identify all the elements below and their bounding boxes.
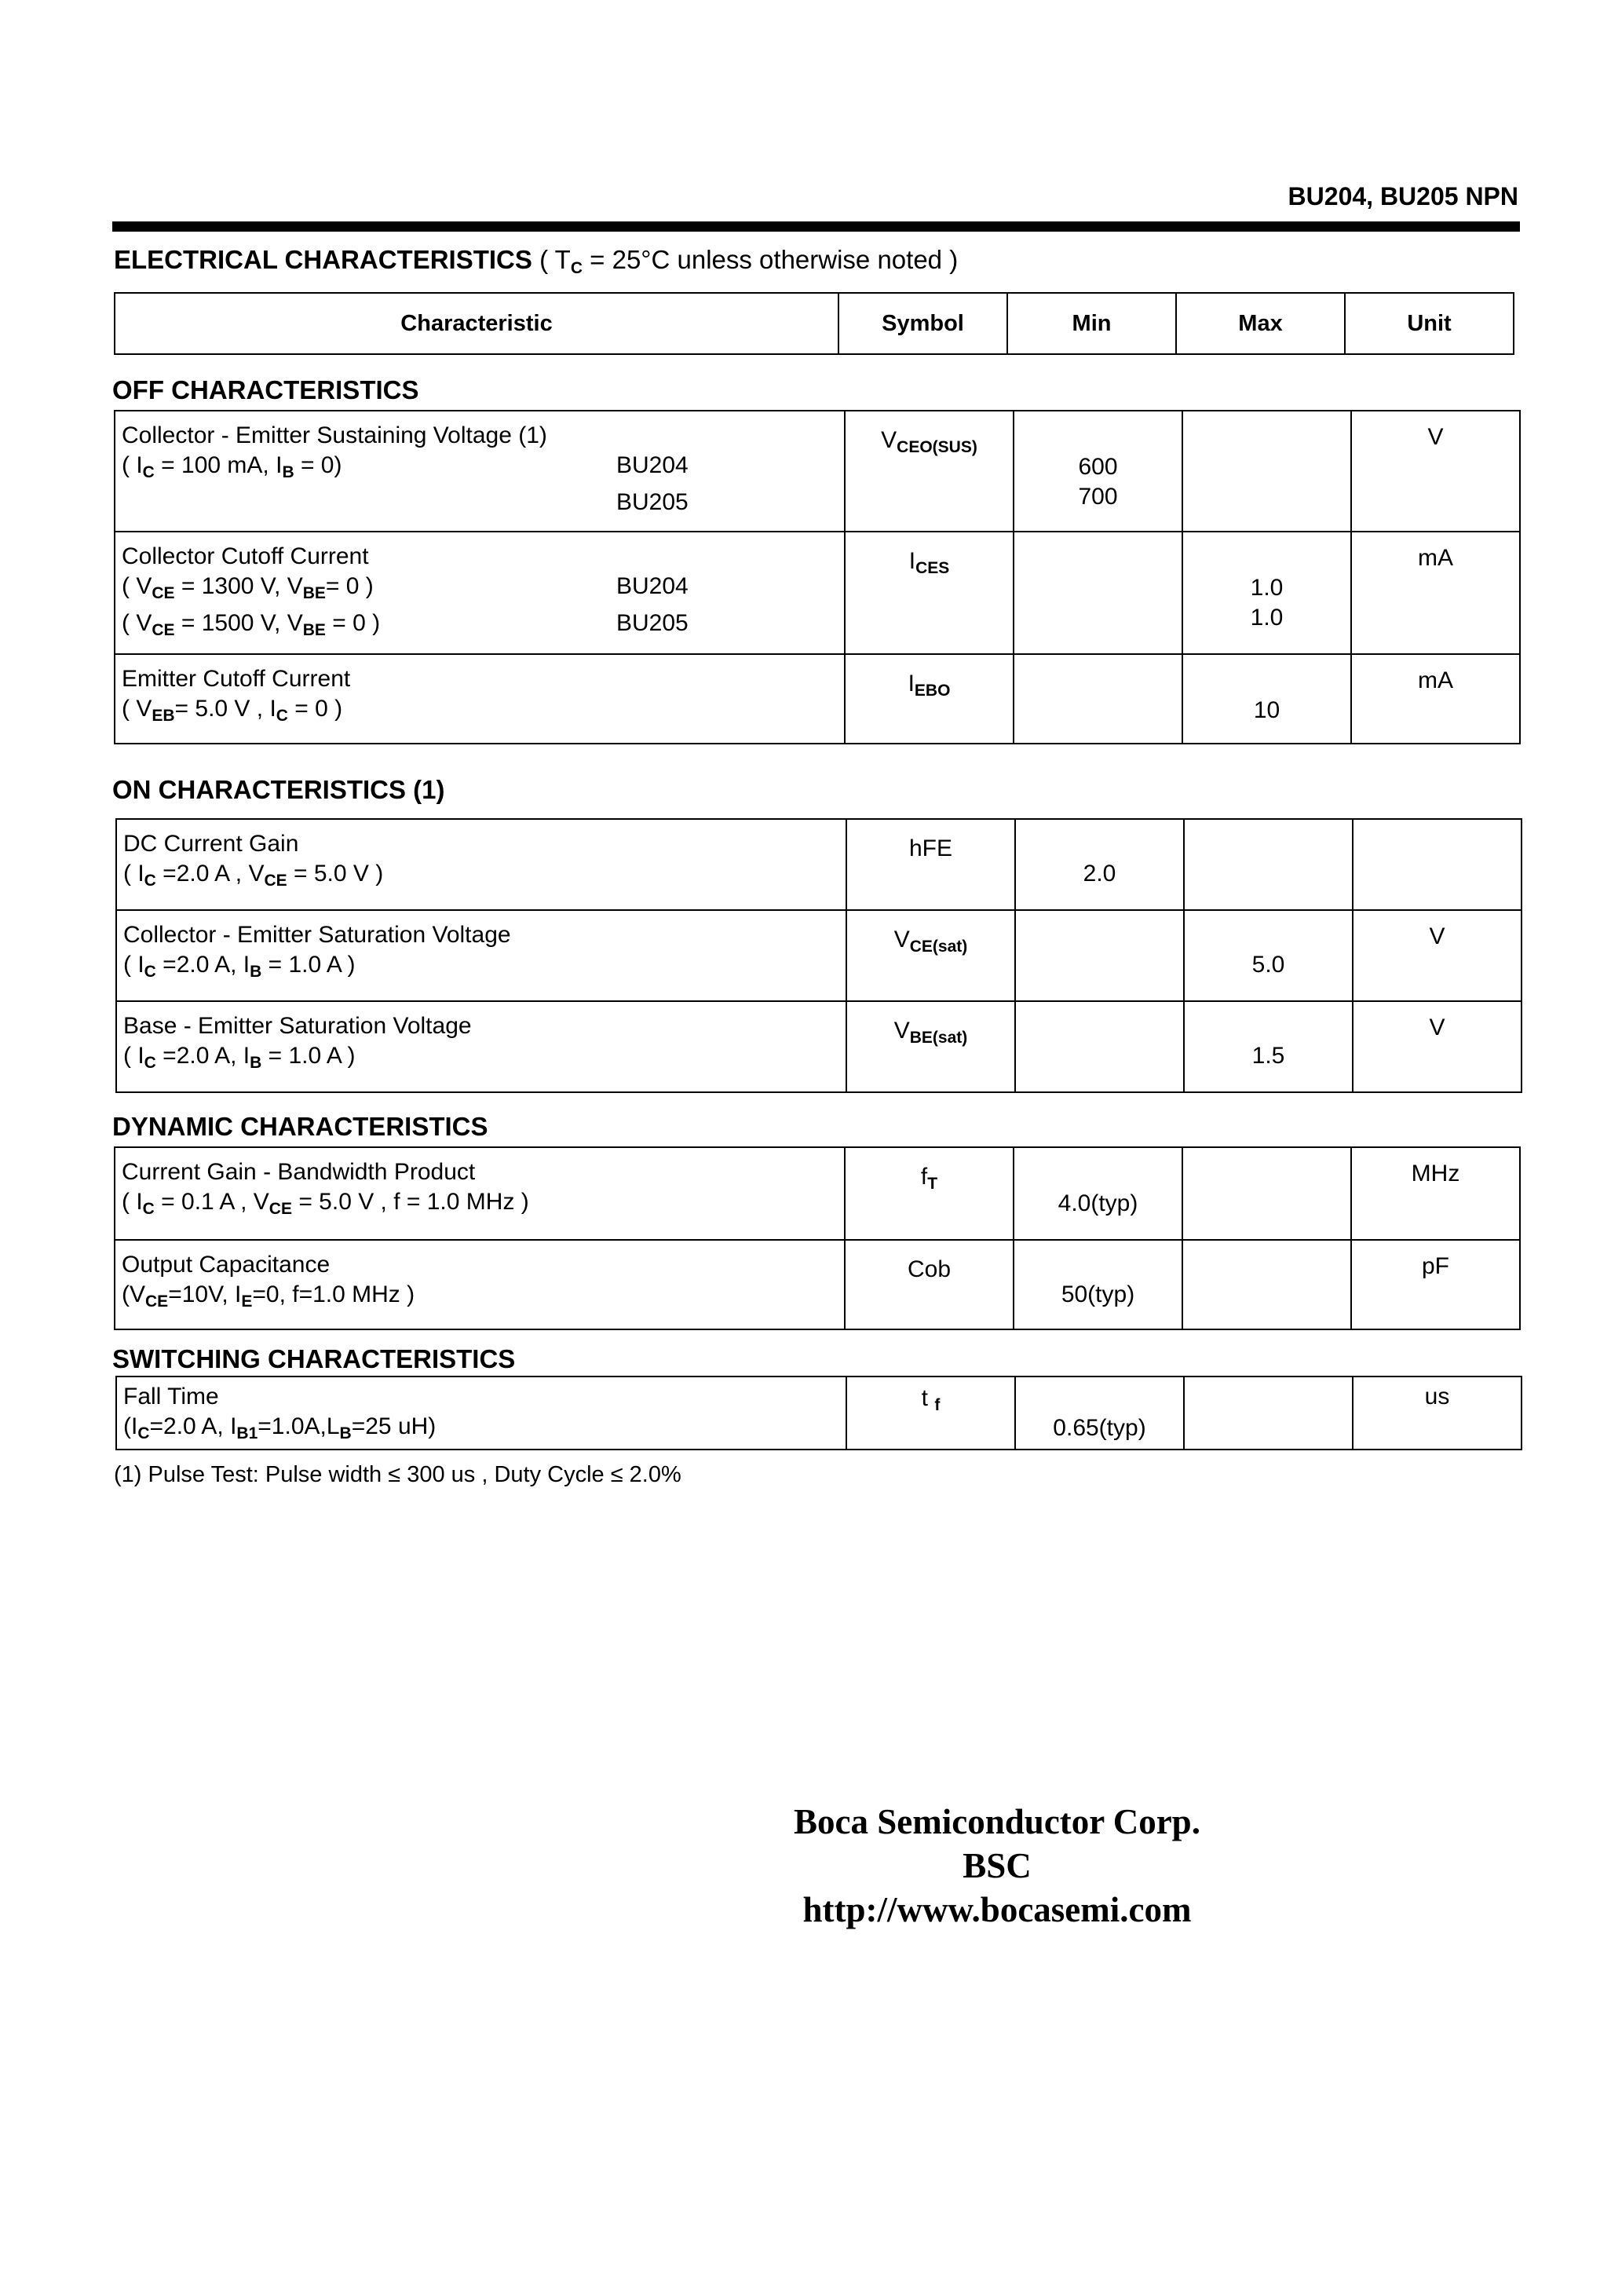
vceo-characteristic — [115, 411, 845, 532]
col-max: Max — [1176, 293, 1345, 354]
vbesat-min — [1015, 1001, 1184, 1092]
cob-unit: pF — [1351, 1240, 1520, 1329]
ft-name: Current Gain - Bandwidth Product — [122, 1159, 476, 1185]
footnote: (1) Pulse Test: Pulse width ≤ 300 us , Duty Cycle ≤ 2.0% — [114, 1462, 681, 1487]
vceo-symbol — [845, 411, 1014, 532]
vceo-min2: 700 — [1078, 484, 1118, 510]
ft-symbol-main: f — [920, 1164, 928, 1190]
vceo-symbol-main: V — [881, 427, 897, 453]
vcesat-characteristic — [116, 910, 846, 1001]
vceo-min — [1014, 411, 1182, 532]
company-footer — [730, 1800, 1264, 1932]
header-rule — [112, 221, 1520, 232]
table-row — [116, 819, 1522, 910]
dynamic-table — [114, 1146, 1521, 1330]
ices-characteristic — [115, 532, 845, 654]
table-row — [115, 532, 1520, 654]
company-url[interactable]: http://www.bocasemi.com — [802, 1890, 1192, 1929]
ices-unit: mA — [1351, 532, 1520, 654]
section-off: OFF CHARACTERISTICS — [112, 375, 419, 404]
title-condition-rest: = 25°C unless otherwise noted ) — [582, 245, 959, 274]
ices-cond2: ( $V_{CE} = 1500$ V, $V_{BE} = 0$ ) BU205 — [122, 610, 689, 639]
vcesat-min — [1015, 910, 1184, 1001]
ft-symbol-sub: T — [927, 1175, 938, 1193]
ices-symbol-main: I — [908, 548, 916, 574]
vcesat-cond: ( $I_C =2.0$ A, $I_B = 1.0$ A ) — [123, 952, 356, 981]
ices-dev1: BU204 — [616, 573, 689, 599]
vcesat-max: 5.0 — [1184, 910, 1353, 1001]
iebo-unit: mA — [1351, 654, 1520, 744]
ices-symbol-sub: CES — [915, 559, 950, 577]
ices-dev2: BU205 — [616, 610, 689, 636]
hfe-name: DC Current Gain — [123, 831, 299, 857]
vceo-name: Collector - Emitter Sustaining Voltage (1) — [122, 422, 547, 448]
vcesat-name: Collector - Emitter Saturation Voltage — [123, 922, 511, 948]
vbesat-cond: ( $I_C =2.0$ A, $I_B = 1.0$ A ) — [123, 1043, 356, 1072]
tf-max — [1184, 1377, 1353, 1450]
col-symbol: Symbol — [838, 293, 1007, 354]
section-on: ON CHARACTERISTICS (1) — [112, 775, 445, 804]
cob-name: Output Capacitance — [122, 1252, 331, 1278]
table-row — [116, 1377, 1522, 1450]
vceo-dev1: BU204 — [616, 452, 689, 478]
iebo-cond: ( $V_{EB}= 5.0$ V , $I_C = 0$ ) — [122, 696, 343, 725]
col-unit: Unit — [1345, 293, 1514, 354]
iebo-characteristic — [115, 654, 845, 744]
hfe-unit — [1353, 819, 1522, 910]
title-condition-sub: C — [570, 259, 583, 277]
ft-min: 4.0(typ) — [1014, 1147, 1182, 1240]
vceo-cond: ( $I_C = 100$ mA, $I_B = 0$) BU204 — [122, 452, 689, 481]
vbesat-symbol — [846, 1001, 1015, 1092]
vceo-max — [1182, 411, 1351, 532]
ft-cond: ( $I_C = 0.1$ A , $V_{CE} = 5.0$ V , f = 1.0 MHz ) — [122, 1189, 529, 1218]
hfe-cond: ( $I_C =2.0$ A , $V_{CE} = 5.0$ V ) — [123, 861, 384, 890]
vbesat-characteristic — [116, 1001, 846, 1092]
page-title — [114, 245, 958, 278]
tf-min: 0.65(typ) — [1015, 1377, 1184, 1450]
tf-symbol-main: t — [921, 1385, 928, 1411]
company-abbr: BSC — [963, 1846, 1032, 1885]
ices-max2: 1.0 — [1250, 605, 1284, 631]
title-label: ELECTRICAL CHARACTERISTICS — [114, 245, 532, 274]
ft-max — [1182, 1147, 1351, 1240]
hfe-max — [1184, 819, 1353, 910]
ices-max — [1182, 532, 1351, 654]
iebo-min — [1014, 654, 1182, 744]
table-row — [115, 1147, 1520, 1240]
tf-symbol — [846, 1377, 1015, 1450]
cob-cond: ($V_{CE}=10V$, $I_E=0$, f=1.0 MHz ) — [122, 1281, 415, 1311]
vbesat-unit: V — [1353, 1001, 1522, 1092]
vcesat-symbol-sub: CE(sat) — [909, 938, 968, 956]
iebo-symbol-sub: EBO — [914, 682, 951, 700]
table-row — [115, 654, 1520, 744]
table-row — [115, 1240, 1520, 1329]
iebo-max: 10 — [1182, 654, 1351, 744]
ices-max1: 1.0 — [1250, 575, 1284, 601]
iebo-symbol — [845, 654, 1014, 744]
ices-min — [1014, 532, 1182, 654]
vcesat-symbol — [846, 910, 1015, 1001]
ft-unit: MHz — [1351, 1147, 1520, 1240]
vcesat-symbol-main: V — [893, 927, 910, 952]
table-row — [116, 910, 1522, 1001]
vcesat-unit: V — [1353, 910, 1522, 1001]
part-number-header: BU204, BU205 NPN — [1288, 182, 1518, 210]
vbesat-max: 1.5 — [1184, 1001, 1353, 1092]
cob-characteristic — [115, 1240, 845, 1329]
column-header-table — [114, 292, 1514, 355]
ft-symbol — [845, 1147, 1014, 1240]
hfe-characteristic — [116, 819, 846, 910]
iebo-name: Emitter Cutoff Current — [122, 666, 351, 692]
col-characteristic: Characteristic — [115, 293, 838, 354]
vbesat-symbol-main: V — [893, 1018, 910, 1044]
vbesat-name: Base - Emitter Saturation Voltage — [123, 1013, 472, 1039]
cob-max — [1182, 1240, 1351, 1329]
section-dynamic: DYNAMIC CHARACTERISTICS — [112, 1112, 488, 1141]
switching-table — [115, 1376, 1522, 1450]
on-table — [115, 818, 1522, 1093]
vbesat-symbol-sub: BE(sat) — [909, 1029, 968, 1047]
off-table — [114, 410, 1521, 744]
hfe-min: 2.0 — [1015, 819, 1184, 910]
vceo-unit: V — [1351, 411, 1520, 532]
vceo-min1: 600 — [1078, 454, 1118, 480]
ices-name: Collector Cutoff Current — [122, 543, 369, 569]
vceo-symbol-sub: CEO(SUS) — [897, 438, 977, 456]
table-row — [116, 1001, 1522, 1092]
tf-symbol-sub: f — [934, 1396, 941, 1414]
col-min: Min — [1007, 293, 1176, 354]
company-name: Boca Semiconductor Corp. — [794, 1802, 1200, 1841]
table-row — [115, 411, 1520, 532]
ft-characteristic — [115, 1147, 845, 1240]
tf-name: Fall Time — [123, 1384, 219, 1409]
cob-symbol: Cob — [845, 1240, 1014, 1329]
vceo-cond2 — [122, 488, 844, 517]
ices-symbol — [845, 532, 1014, 654]
cob-min: 50(typ) — [1014, 1240, 1182, 1329]
iebo-symbol-main: I — [908, 671, 915, 696]
tf-characteristic — [116, 1377, 846, 1450]
ices-cond1: ( $V_{CE} = 1300$ V, $V_{BE}= 0$ ) BU204 — [122, 573, 689, 602]
title-condition: ( T — [539, 245, 571, 274]
vceo-dev2: BU205 — [616, 489, 689, 515]
section-switching: SWITCHING CHARACTERISTICS — [112, 1344, 516, 1373]
hfe-symbol: hFE — [846, 819, 1015, 910]
tf-cond: ($I_C=2.0$ A, $I_{B1}=1.0A,L_B=25$ uH) — [123, 1413, 437, 1442]
tf-unit: us — [1353, 1377, 1522, 1450]
